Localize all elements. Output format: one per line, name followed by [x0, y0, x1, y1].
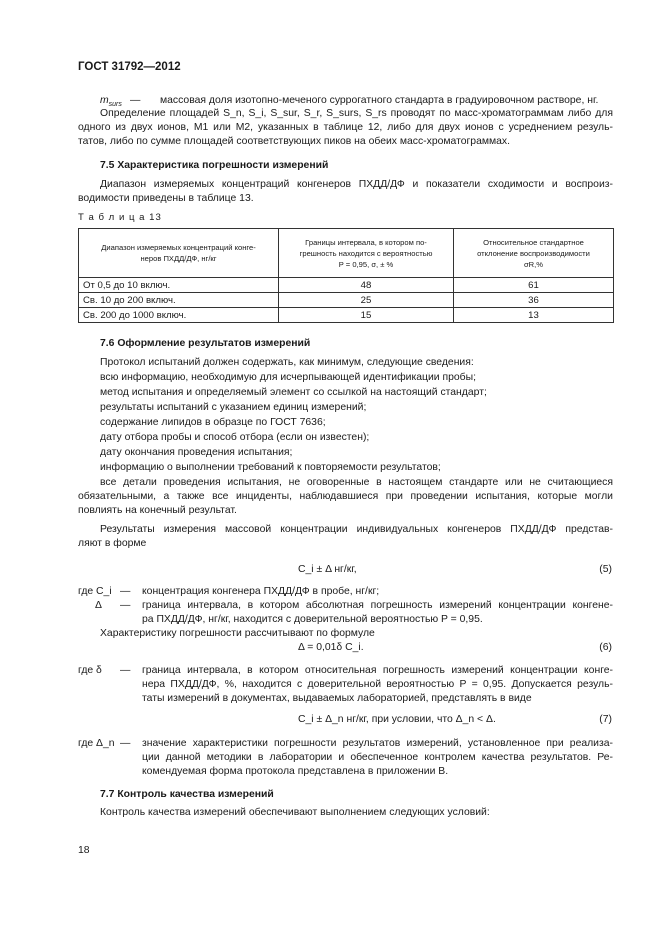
equation-7: C_i ± Δ_n нг/кг, при условии, что Δ_n < Δ.	[298, 714, 496, 725]
where-rel-delta-line2: нера ПХДД/ДФ, %, находится с доверительной вероятностью P = 0,95. Допускается резуль-	[142, 679, 613, 690]
table-row	[79, 293, 614, 308]
details-line2: обязательными, а также все инциденты, наблюдавшиеся при проведении испытания, которые могли	[78, 491, 613, 502]
table-13-col-sigma	[279, 229, 454, 278]
table-cell-sigma: 15	[279, 308, 454, 323]
section-7-7-line1: Контроль качества измерений обеспечивают выполнением следующих условий:	[100, 807, 490, 818]
list-item: дату окончания проведения испытания;	[100, 447, 293, 458]
msurs-symbol: $m_{surs}$	[100, 95, 122, 109]
area-paragraph-line3: татов, либо по сумме площадей соответствующих пиков на обеих масс-хроматограммах.	[78, 136, 511, 147]
where-delta-n-line3: комендуемая форма протокола представлена в приложении В.	[142, 766, 449, 777]
section-7-6-heading: 7.6 Оформление результатов измерений	[100, 338, 311, 349]
equation-5: C_i ± Δ нг/кг,	[298, 564, 357, 575]
section-7-5-heading: 7.5 Характеристика погрешности измерений	[100, 160, 329, 171]
details-line1: все детали проведения испытания, не оговоренные в настоящем стандарте или не считающиеся	[100, 477, 613, 488]
table-row	[79, 308, 614, 323]
table-cell-sigmaR: 36	[454, 293, 614, 308]
list-item: содержание липидов в образце по ГОСТ 7636;	[100, 417, 326, 428]
msurs-definition: массовая доля изотопно-меченого суррогатного стандарта в градуировочном растворе, нг.	[160, 95, 599, 106]
section-7-7-heading: 7.7 Контроль качества измерений	[100, 789, 274, 800]
table-cell-range: От 0,5 до 10 включ.	[79, 278, 279, 293]
col-sigma-line3: P = 0,95, σ, ± %	[338, 259, 394, 269]
table-13-caption: Т а б л и ц а 13	[78, 212, 162, 223]
table-cell-sigmaR: 13	[454, 308, 614, 323]
where-delta-n-dash: —	[120, 738, 131, 749]
equation-7-number: (7)	[599, 714, 612, 725]
details-line3: повлиять на конечный результат.	[78, 505, 237, 516]
where-delta-line1: граница интервала, в котором абсолютная погрешность измерений концентрации конгене-	[142, 600, 613, 611]
where-delta-lead: Δ	[95, 600, 102, 611]
list-item: метод испытания и определяемый элемент со ссылкой на настоящий стандарт;	[100, 387, 487, 398]
col-range-line2: неров ПХДД/ДФ, нг/кг	[140, 254, 217, 263]
where-rel-delta-line3: таты измерений в документах, выдаваемых лабораторией, представлять в виде	[142, 693, 532, 704]
equation-6: Δ = 0,01δ C_i.	[298, 642, 364, 653]
results-line2: ляют в форме	[78, 538, 147, 549]
col-sigmaR-line1: Относительное стандартное	[483, 237, 584, 247]
where-ci-dash: —	[120, 586, 131, 597]
list-item: всю информацию, необходимую для исчерпывающей идентификации пробы;	[100, 372, 476, 383]
table-cell-sigma: 48	[279, 278, 454, 293]
list-item: результаты испытаний с указанием единиц измерений;	[100, 402, 367, 413]
protocol-intro: Протокол испытаний должен содержать, как минимум, следующие сведения:	[100, 357, 474, 368]
page-number: 18	[78, 845, 90, 856]
area-paragraph-line2: одного из двух ионов, M1 или M2, указанных в таблице 12, либо для двух ионов с усреднением резуль-	[78, 122, 613, 133]
characteristic-line: Характеристику погрешности рассчитывают по формуле	[100, 628, 375, 639]
where-delta-n-lead: где Δ_n	[78, 738, 115, 749]
col-sigma-line1: Границы интервала, в котором по-	[305, 237, 427, 247]
col-sigmaR-line3: σR,%	[523, 259, 544, 269]
protocol-list	[100, 355, 487, 475]
where-delta-n-line2: ции данной методики в лаборатории и обеспеченное контролем качества результатов. Ре-	[142, 752, 613, 763]
where-delta-dash: —	[120, 600, 131, 611]
where-delta-line2: ра ПХДД/ДФ, нг/кг, находится с доверительной вероятностью P = 0,95.	[142, 614, 483, 625]
equation-6-number: (6)	[599, 642, 612, 653]
list-item: дату отбора пробы и способ отбора (если он известен);	[100, 432, 370, 443]
where-rel-delta-line1: граница интервала, в котором относительная погрешность измерений концентрации конге-	[142, 665, 613, 676]
area-paragraph-line1: Определение площадей S_n, S_i, S_sur, S_r, S_surs, S_rs проводят по масс-хроматограммам либо для	[100, 108, 613, 119]
where-rel-delta-lead: где δ	[78, 665, 102, 676]
col-sigmaR-line2: отклонение воспроизводимости	[477, 248, 590, 258]
document-header: ГОСТ 31792—2012	[78, 61, 181, 73]
where-ci-lead: где C_i	[78, 586, 112, 597]
where-delta-n-line1: значение характеристики погрешности результатов измерений, установленное при реализа-	[142, 738, 613, 749]
table-cell-range: Св. 10 до 200 включ.	[79, 293, 279, 308]
msurs-dash: —	[130, 95, 141, 106]
table-row	[79, 278, 614, 293]
where-ci-text: концентрация конгенера ПХДД/ДФ в пробе, нг/кг;	[142, 586, 380, 597]
results-line1: Результаты измерения массовой концентрации индивидуальных конгенеров ПХДД/ДФ представ-	[100, 524, 613, 535]
table-cell-sigmaR: 61	[454, 278, 614, 293]
list-item: информацию о выполнении требований к повторяемости результатов;	[100, 462, 441, 473]
table-13-col-range	[79, 229, 279, 278]
equation-5-number: (5)	[599, 564, 612, 575]
table-13-header-row	[79, 229, 614, 278]
table-cell-range: Св. 200 до 1000 включ.	[79, 308, 279, 323]
where-rel-delta-dash: —	[120, 665, 131, 676]
col-range-line1: Диапазон измеряемых концентраций конге-	[101, 243, 256, 252]
col-sigma-line2: грешность находится с вероятностью	[299, 248, 433, 258]
table-13	[78, 228, 614, 323]
section-7-5-line1: Диапазон измеряемых концентраций конгенеров ПХДД/ДФ и показатели сходимости и воспроиз-	[100, 179, 613, 190]
table-cell-sigma: 25	[279, 293, 454, 308]
table-13-col-sigmaR	[454, 229, 614, 278]
section-7-5-line2: водимости приведены в таблице 13.	[78, 193, 254, 204]
